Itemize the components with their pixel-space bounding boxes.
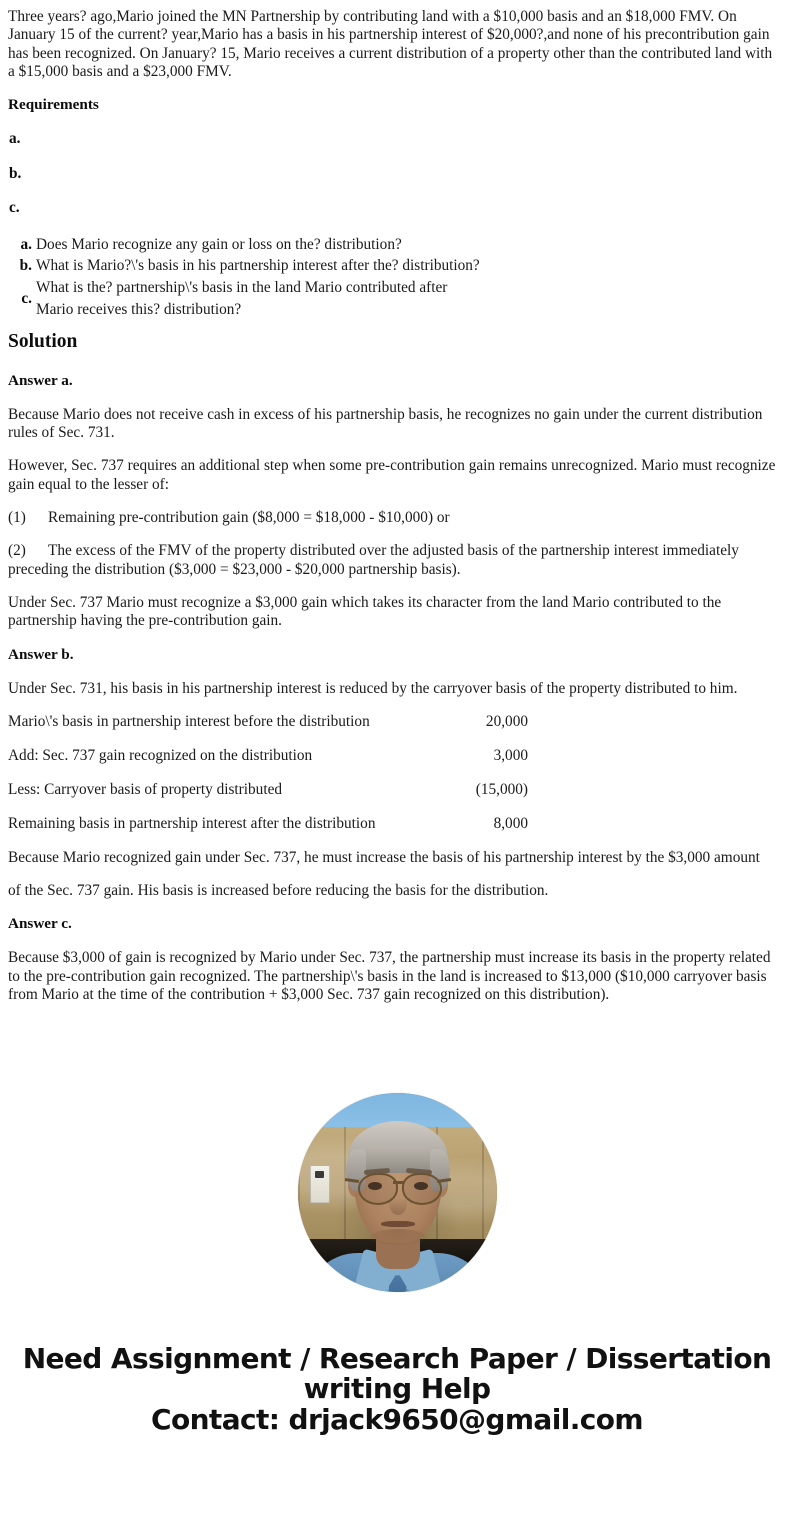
answer-c-paragraph-1: Because $3,000 of gain is recognized by Mario under Sec. 737, the partnership must increase its basis in the property related to the pre-contribution gain recognized. The partnership\'s basis in the land is increased to $13,000 ($10,000 carryover basis from Mario at the time of the contribution + $3,000 Sec. 737 gain recognized on this distribution). bbox=[8, 949, 771, 1004]
table-row bbox=[8, 781, 776, 800]
answer-a-item-2 bbox=[8, 542, 776, 579]
list-item bbox=[8, 277, 776, 321]
requirement-marker-c: c. bbox=[9, 199, 20, 217]
answer-a-paragraph-1: Because Mario does not receive cash in excess of his partnership basis, he recognizes no gain under the current distribution rules of Sec. 731. bbox=[8, 405, 763, 442]
intro-paragraph: Three years? ago,Mario joined the MN Partnership by contributing land with a $10,000 basis and an $18,000 FMV. On January 15 of the current? year,Mario has a basis in his partnership interest of $20,000?,and none of his precontribution gain has been recognized. On January? 15, Mario receives a current distribution of a property other than the contributed land with a $15,000 basis and a $23,000 FMV. bbox=[8, 8, 773, 80]
requirement-marker-b: b. bbox=[9, 164, 22, 182]
avatar-nose bbox=[389, 1191, 407, 1215]
item-number-2: (2) bbox=[8, 542, 26, 560]
question-list bbox=[8, 234, 776, 321]
question-marker-c: c. bbox=[21, 290, 32, 308]
question-marker-b: b. bbox=[19, 257, 32, 275]
calc-label-2: Add: Sec. 737 gain recognized on the distribution bbox=[8, 746, 313, 764]
answer-a-heading: Answer a. bbox=[8, 371, 73, 389]
question-marker-a: a. bbox=[20, 235, 32, 253]
requirement-marker-a: a. bbox=[9, 130, 21, 148]
calc-value-1: 20,000 bbox=[485, 712, 528, 730]
table-row bbox=[8, 747, 776, 766]
calc-value-2: 3,000 bbox=[493, 746, 528, 764]
answer-b-heading: Answer b. bbox=[8, 645, 74, 663]
item-number-1: (1) bbox=[8, 509, 26, 527]
answer-a-item-1 bbox=[8, 509, 776, 527]
avatar-glasses-bridge bbox=[393, 1181, 404, 1184]
calc-label-1: Mario\'s basis in partnership interest before the distribution bbox=[8, 712, 370, 730]
avatar bbox=[298, 1093, 497, 1292]
table-row bbox=[8, 815, 776, 834]
calc-label-3: Less: Carryover basis of property distributed bbox=[8, 780, 283, 798]
footer bbox=[0, 1292, 794, 1445]
item-text-1: Remaining pre-contribution gain ($8,000 = $18,000 - $10,000) or bbox=[48, 509, 450, 527]
answer-a-paragraph-2: However, Sec. 737 requires an additional step when some pre-contribution gain remains unrecognized. Mario must recognize gain equal to the lesser of: bbox=[8, 457, 776, 493]
calc-label-4: Remaining basis in partnership interest after the distribution bbox=[8, 814, 376, 832]
list-item bbox=[8, 234, 776, 256]
avatar-container bbox=[0, 1019, 794, 1292]
avatar-light-switch bbox=[310, 1165, 330, 1203]
item-text-2: The excess of the FMV of the property distributed over the adjusted basis of the partnership interest immediately preceding the distribution ($3,000 = $23,000 - $20,000 partnership basis). bbox=[8, 542, 739, 578]
footer-line-1: Need Assignment / Research Paper / Dissertation bbox=[22, 1342, 772, 1376]
answer-b-paragraph-1: Under Sec. 731, his basis in his partnership interest is reduced by the carryover basis of the property distributed to him. bbox=[8, 679, 738, 697]
question-text-b: What is Mario?\'s basis in his partnership interest after the? distribution? bbox=[36, 257, 480, 275]
avatar-glasses-lens-right bbox=[402, 1173, 442, 1205]
calc-value-4: 8,000 bbox=[493, 814, 528, 832]
question-text-a: Does Mario recognize any gain or loss on the? distribution? bbox=[36, 235, 402, 253]
table-row bbox=[8, 713, 776, 732]
calc-value-3: (15,000) bbox=[475, 780, 528, 798]
footer-contact-line: Contact: drjack9650@gmail.com bbox=[151, 1403, 643, 1437]
requirements-heading: Requirements bbox=[8, 96, 99, 114]
list-item bbox=[8, 255, 776, 277]
answer-b-paragraph-3: of the Sec. 737 gain. His basis is increased before reducing the basis for the distribution. bbox=[8, 882, 549, 900]
answer-a-paragraph-3: Under Sec. 737 Mario must recognize a $3,000 gain which takes its character from the land Mario contributed to the partnership having the pre-contribution gain. bbox=[8, 593, 722, 630]
question-text-c: What is the? partnership\'s basis in the land Mario contributed after Mario receives this? distribution? bbox=[36, 279, 448, 319]
footer-line-2: writing Help bbox=[303, 1372, 491, 1406]
answer-b-paragraph-2: Because Mario recognized gain under Sec. 737, he must increase the basis of his partnership interest by the $3,000 amount bbox=[8, 848, 760, 866]
avatar-mouth bbox=[381, 1221, 415, 1227]
answer-c-heading: Answer c. bbox=[8, 915, 72, 933]
solution-heading: Solution bbox=[8, 330, 78, 352]
